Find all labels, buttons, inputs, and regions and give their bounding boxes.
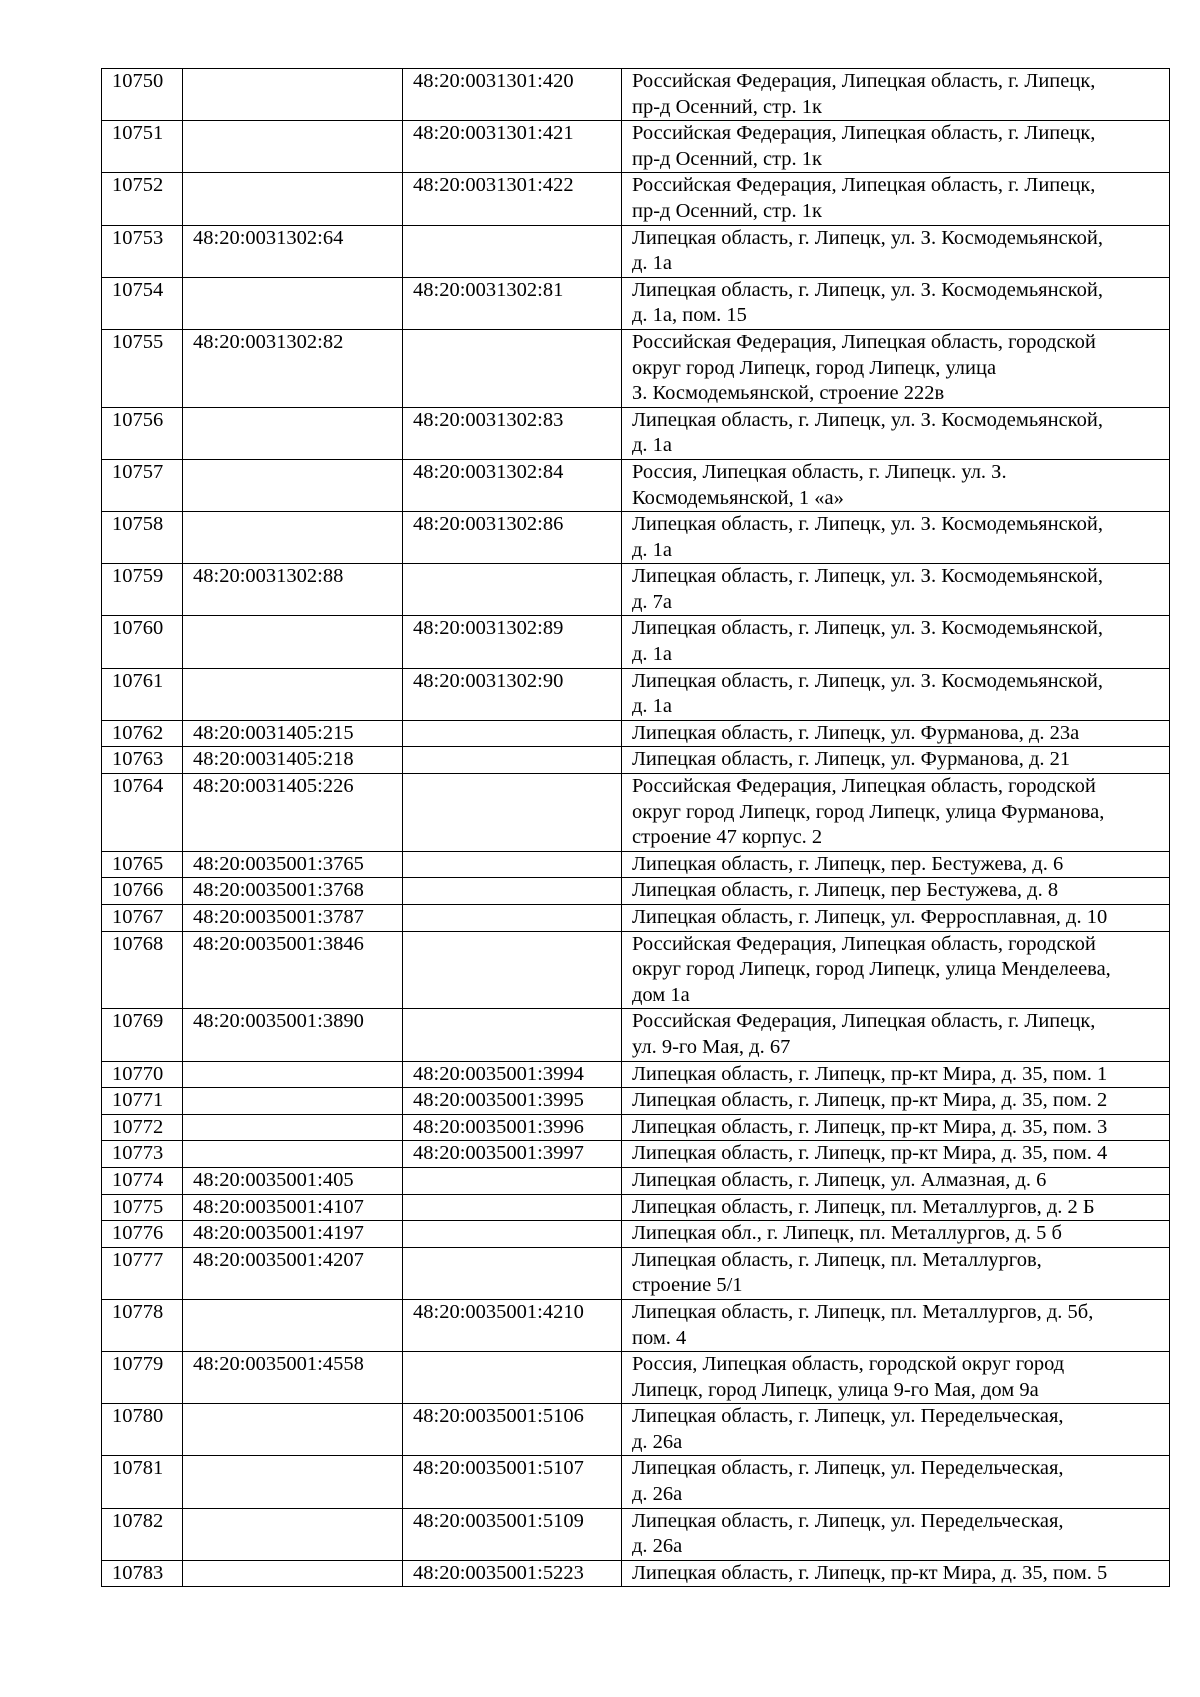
table-row <box>102 1141 1170 1168</box>
address-cell <box>622 173 1170 225</box>
address-line: Липецкая область, г. Липецк, пр-кт Мира, д. 35, пом. 3 <box>632 1115 1108 1138</box>
address-line: Липецкая область, г. Липецк, пер. Бестужева, д. 6 <box>632 852 1064 875</box>
address-cell <box>622 69 1170 121</box>
address-line: Липецкая область, г. Липецк, ул. Передельческая, <box>632 1405 1064 1428</box>
address-cell <box>622 329 1170 407</box>
object-cadastral-number-cell: 48:20:0035001:3995 <box>403 1088 622 1115</box>
row-number-cell: 10783 <box>102 1560 183 1587</box>
object-cadastral-number-cell: 48:20:0035001:3996 <box>403 1114 622 1141</box>
object-cadastral-number-cell: 48:20:0035001:4210 <box>403 1299 622 1351</box>
table-row <box>102 459 1170 511</box>
object-cadastral-number-cell: 48:20:0031301:421 <box>403 121 622 173</box>
address-cell <box>622 1508 1170 1560</box>
address-line: д. 1а <box>632 538 673 561</box>
land-cadastral-number-cell <box>183 1299 403 1351</box>
address-line: Липецкая область, г. Липецк, ул. З. Космодемьянской, <box>632 408 1103 431</box>
address-line: строение 5/1 <box>632 1274 743 1297</box>
land-cadastral-number-cell: 48:20:0031302:64 <box>183 225 403 277</box>
address-line: Липецкая область, г. Липецк, ул. З. Космодемьянской, <box>632 226 1103 249</box>
land-cadastral-number-cell <box>183 1114 403 1141</box>
row-number-cell: 10758 <box>102 512 183 564</box>
row-number-cell: 10773 <box>102 1141 183 1168</box>
object-cadastral-number-cell <box>403 720 622 747</box>
address-line: Липецкая область, г. Липецк, пл. Металлургов, <box>632 1248 1042 1271</box>
address-cell <box>622 459 1170 511</box>
object-cadastral-number-cell <box>403 1247 622 1299</box>
table-row <box>102 1247 1170 1299</box>
address-line: Липецкая область, г. Липецк, пл. Металлургов, д. 5б, <box>632 1300 1094 1323</box>
address-line: д. 26а <box>632 1535 683 1558</box>
land-cadastral-number-cell: 48:20:0035001:3890 <box>183 1009 403 1061</box>
row-number-cell: 10756 <box>102 407 183 459</box>
object-cadastral-number-cell <box>403 1009 622 1061</box>
land-cadastral-number-cell: 48:20:0035001:4207 <box>183 1247 403 1299</box>
address-line: пр-д Осенний, стр. 1к <box>632 95 823 118</box>
address-cell <box>622 225 1170 277</box>
address-line: пр-д Осенний, стр. 1к <box>632 199 823 222</box>
row-number-cell: 10765 <box>102 851 183 878</box>
address-line: Липецкая область, г. Липецк, ул. Ферросплавная, д. 10 <box>632 906 1108 928</box>
address-line: д. 1а <box>632 434 673 457</box>
table-row <box>102 774 1170 852</box>
table-row <box>102 878 1170 905</box>
table-row <box>102 1114 1170 1141</box>
object-cadastral-number-cell: 48:20:0031302:89 <box>403 616 622 668</box>
land-cadastral-number-cell <box>183 512 403 564</box>
land-cadastral-number-cell: 48:20:0031405:218 <box>183 747 403 774</box>
land-cadastral-number-cell: 48:20:0035001:3846 <box>183 931 403 1009</box>
address-line: д. 1а <box>632 695 673 718</box>
land-cadastral-number-cell: 48:20:0035001:3768 <box>183 878 403 905</box>
address-line: Липецкая область, г. Липецк, ул. Алмазная, д. 6 <box>632 1168 1047 1191</box>
land-cadastral-number-cell <box>183 1508 403 1560</box>
object-cadastral-number-cell <box>403 564 622 616</box>
registry-table-body <box>102 69 1170 1587</box>
row-number-cell: 10760 <box>102 616 183 668</box>
object-cadastral-number-cell <box>403 1221 622 1248</box>
object-cadastral-number-cell: 48:20:0031301:420 <box>403 69 622 121</box>
row-number-cell: 10757 <box>102 459 183 511</box>
address-cell <box>622 1194 1170 1221</box>
address-line: Липецкая область, г. Липецк, ул. Фурманова, д. 21 <box>632 748 1071 771</box>
address-line: Россия, Липецкая область, городской округ город <box>632 1353 1065 1376</box>
land-cadastral-number-cell <box>183 1560 403 1587</box>
address-line: Российская Федерация, Липецкая область, г. Липецк, <box>632 1010 1096 1033</box>
table-row <box>102 225 1170 277</box>
object-cadastral-number-cell: 48:20:0035001:5223 <box>403 1560 622 1587</box>
address-cell <box>622 1221 1170 1248</box>
table-row <box>102 1194 1170 1221</box>
object-cadastral-number-cell <box>403 878 622 905</box>
object-cadastral-number-cell <box>403 905 622 932</box>
land-cadastral-number-cell <box>183 1061 403 1088</box>
row-number-cell: 10778 <box>102 1299 183 1351</box>
address-cell <box>622 878 1170 905</box>
address-cell <box>622 1167 1170 1194</box>
address-line: Липецкая область, г. Липецк, пер Бестужева, д. 8 <box>632 879 1059 902</box>
object-cadastral-number-cell <box>403 225 622 277</box>
table-row <box>102 1404 1170 1456</box>
address-line: строение 47 корпус. 2 <box>632 826 823 849</box>
land-cadastral-number-cell <box>183 616 403 668</box>
object-cadastral-number-cell: 48:20:0031302:83 <box>403 407 622 459</box>
table-row <box>102 564 1170 616</box>
land-cadastral-number-cell <box>183 1404 403 1456</box>
row-number-cell: 10782 <box>102 1508 183 1560</box>
address-cell <box>622 512 1170 564</box>
address-line: Липецкая область, г. Липецк, ул. З. Космодемьянской, <box>632 669 1103 692</box>
address-cell <box>622 1088 1170 1115</box>
address-line: Липецк, город Липецк, улица 9-го Мая, дом 9а <box>632 1378 1039 1401</box>
address-line: Российская Федерация, Липецкая область, г. Липецк, <box>632 70 1096 92</box>
address-cell <box>622 1061 1170 1088</box>
object-cadastral-number-cell: 48:20:0035001:3994 <box>403 1061 622 1088</box>
address-cell <box>622 1247 1170 1299</box>
address-line: Россия, Липецкая область, г. Липецк. ул. З. <box>632 460 1007 483</box>
land-cadastral-number-cell <box>183 1456 403 1508</box>
table-row <box>102 747 1170 774</box>
table-row <box>102 277 1170 329</box>
row-number-cell: 10772 <box>102 1114 183 1141</box>
table-row <box>102 407 1170 459</box>
address-cell <box>622 668 1170 720</box>
address-cell <box>622 851 1170 878</box>
object-cadastral-number-cell <box>403 747 622 774</box>
address-line: пр-д Осенний, стр. 1к <box>632 147 823 170</box>
land-cadastral-number-cell <box>183 668 403 720</box>
address-line: Липецкая область, г. Липецк, ул. Фурманова, д. 23а <box>632 721 1080 744</box>
row-number-cell: 10762 <box>102 720 183 747</box>
object-cadastral-number-cell <box>403 329 622 407</box>
object-cadastral-number-cell <box>403 851 622 878</box>
object-cadastral-number-cell: 48:20:0035001:5106 <box>403 1404 622 1456</box>
address-cell <box>622 774 1170 852</box>
land-cadastral-number-cell: 48:20:0035001:3765 <box>183 851 403 878</box>
object-cadastral-number-cell <box>403 1352 622 1404</box>
table-row <box>102 851 1170 878</box>
address-line: д. 1а <box>632 643 673 666</box>
row-number-cell: 10771 <box>102 1088 183 1115</box>
row-number-cell: 10764 <box>102 774 183 852</box>
object-cadastral-number-cell <box>403 931 622 1009</box>
table-row <box>102 512 1170 564</box>
row-number-cell: 10777 <box>102 1247 183 1299</box>
address-line: Липецкая область, г. Липецк, ул. З. Космодемьянской, <box>632 565 1103 588</box>
address-line: Липецкая область, г. Липецк, пр-кт Мира, д. 35, пом. 5 <box>632 1561 1108 1584</box>
address-line: Липецкая область, г. Липецк, ул. З. Космодемьянской, <box>632 513 1103 536</box>
land-cadastral-number-cell <box>183 121 403 173</box>
object-cadastral-number-cell: 48:20:0031302:81 <box>403 277 622 329</box>
table-row <box>102 329 1170 407</box>
table-row <box>102 1009 1170 1061</box>
address-line: ул. 9-го Мая, д. 67 <box>632 1035 791 1058</box>
address-line: Липецкая область, г. Липецк, ул. З. Космодемьянской, <box>632 617 1103 640</box>
object-cadastral-number-cell: 48:20:0035001:5109 <box>403 1508 622 1560</box>
address-line: дом 1а <box>632 983 690 1006</box>
address-line: Липецкая область, г. Липецк, ул. Передельческая, <box>632 1509 1064 1532</box>
address-line: Липецкая область, г. Липецк, пр-кт Мира, д. 35, пом. 4 <box>632 1142 1108 1165</box>
address-line: Российская Федерация, Липецкая область, городской <box>632 932 1096 955</box>
table-row <box>102 1456 1170 1508</box>
table-row <box>102 668 1170 720</box>
address-line: Космодемьянской, 1 «а» <box>632 486 844 509</box>
address-cell <box>622 931 1170 1009</box>
table-row <box>102 1352 1170 1404</box>
land-cadastral-number-cell <box>183 1088 403 1115</box>
address-line: округ город Липецк, город Липецк, улица <box>632 356 997 379</box>
address-line: Липецкая область, г. Липецк, ул. З. Космодемьянской, <box>632 278 1103 301</box>
land-cadastral-number-cell: 48:20:0031405:215 <box>183 720 403 747</box>
row-number-cell: 10754 <box>102 277 183 329</box>
address-line: пом. 4 <box>632 1326 687 1349</box>
row-number-cell: 10755 <box>102 329 183 407</box>
object-cadastral-number-cell: 48:20:0031301:422 <box>403 173 622 225</box>
row-number-cell: 10751 <box>102 121 183 173</box>
address-line: д. 26а <box>632 1483 683 1506</box>
land-cadastral-number-cell <box>183 69 403 121</box>
address-line: д. 1а, пом. 15 <box>632 304 747 327</box>
row-number-cell: 10759 <box>102 564 183 616</box>
row-number-cell: 10761 <box>102 668 183 720</box>
land-cadastral-number-cell <box>183 407 403 459</box>
address-line: Российская Федерация, Липецкая область, г. Липецк, <box>632 122 1096 145</box>
address-line: Липецкая область, г. Липецк, пр-кт Мира, д. 35, пом. 1 <box>632 1062 1108 1085</box>
table-row <box>102 1061 1170 1088</box>
row-number-cell: 10750 <box>102 69 183 121</box>
table-row <box>102 1088 1170 1115</box>
object-cadastral-number-cell: 48:20:0035001:3997 <box>403 1141 622 1168</box>
address-line: Липецкая область, г. Липецк, ул. Передельческая, <box>632 1457 1064 1480</box>
object-cadastral-number-cell <box>403 1194 622 1221</box>
row-number-cell: 10780 <box>102 1404 183 1456</box>
land-cadastral-number-cell: 48:20:0035001:4107 <box>183 1194 403 1221</box>
row-number-cell: 10774 <box>102 1167 183 1194</box>
address-cell <box>622 905 1170 932</box>
row-number-cell: 10767 <box>102 905 183 932</box>
row-number-cell: 10775 <box>102 1194 183 1221</box>
address-cell <box>622 1456 1170 1508</box>
table-row <box>102 1299 1170 1351</box>
land-cadastral-number-cell: 48:20:0035001:3787 <box>183 905 403 932</box>
address-cell <box>622 1009 1170 1061</box>
table-row <box>102 69 1170 121</box>
land-cadastral-number-cell: 48:20:0031405:226 <box>183 774 403 852</box>
row-number-cell: 10752 <box>102 173 183 225</box>
address-cell <box>622 1352 1170 1404</box>
address-cell <box>622 616 1170 668</box>
object-cadastral-number-cell: 48:20:0031302:86 <box>403 512 622 564</box>
table-row <box>102 1508 1170 1560</box>
table-row <box>102 1167 1170 1194</box>
land-cadastral-number-cell: 48:20:0035001:4197 <box>183 1221 403 1248</box>
object-cadastral-number-cell <box>403 774 622 852</box>
row-number-cell: 10781 <box>102 1456 183 1508</box>
address-line: Липецкая обл., г. Липецк, пл. Металлургов, д. 5 б <box>632 1222 1062 1245</box>
address-cell <box>622 1560 1170 1587</box>
address-cell <box>622 720 1170 747</box>
address-line: Липецкая область, г. Липецк, пр-кт Мира, д. 35, пом. 2 <box>632 1089 1108 1112</box>
row-number-cell: 10779 <box>102 1352 183 1404</box>
row-number-cell: 10766 <box>102 878 183 905</box>
land-cadastral-number-cell: 48:20:0035001:405 <box>183 1167 403 1194</box>
land-cadastral-number-cell <box>183 173 403 225</box>
address-line: д. 26а <box>632 1430 683 1453</box>
address-line: Российская Федерация, Липецкая область, г. Липецк, <box>632 174 1096 197</box>
address-cell <box>622 1404 1170 1456</box>
row-number-cell: 10768 <box>102 931 183 1009</box>
address-line: Российская Федерация, Липецкая область, городской <box>632 330 1096 353</box>
object-cadastral-number-cell <box>403 1167 622 1194</box>
table-row <box>102 905 1170 932</box>
address-line: Российская Федерация, Липецкая область, городской <box>632 775 1096 798</box>
row-number-cell: 10763 <box>102 747 183 774</box>
address-line: д. 1а <box>632 252 673 275</box>
land-cadastral-number-cell <box>183 459 403 511</box>
object-cadastral-number-cell: 48:20:0031302:90 <box>403 668 622 720</box>
table-row <box>102 1221 1170 1248</box>
cadastral-registry-table <box>101 68 1170 1587</box>
object-cadastral-number-cell: 48:20:0031302:84 <box>403 459 622 511</box>
document-page <box>101 68 1169 1587</box>
address-cell <box>622 1141 1170 1168</box>
land-cadastral-number-cell: 48:20:0031302:82 <box>183 329 403 407</box>
row-number-cell: 10769 <box>102 1009 183 1061</box>
row-number-cell: 10770 <box>102 1061 183 1088</box>
address-cell <box>622 407 1170 459</box>
address-cell <box>622 1114 1170 1141</box>
land-cadastral-number-cell: 48:20:0031302:88 <box>183 564 403 616</box>
table-row <box>102 173 1170 225</box>
row-number-cell: 10753 <box>102 225 183 277</box>
address-cell <box>622 1299 1170 1351</box>
table-row <box>102 931 1170 1009</box>
object-cadastral-number-cell: 48:20:0035001:5107 <box>403 1456 622 1508</box>
land-cadastral-number-cell: 48:20:0035001:4558 <box>183 1352 403 1404</box>
address-cell <box>622 747 1170 774</box>
table-row <box>102 616 1170 668</box>
table-row <box>102 720 1170 747</box>
address-line: Липецкая область, г. Липецк, пл. Металлургов, д. 2 Б <box>632 1195 1095 1218</box>
address-line: округ город Липецк, город Липецк, улица Фурманова, <box>632 800 1105 823</box>
address-cell <box>622 277 1170 329</box>
address-cell <box>622 121 1170 173</box>
address-line: З. Космодемьянской, строение 222в <box>632 382 945 405</box>
address-line: округ город Липецк, город Липецк, улица Менделеева, <box>632 958 1111 981</box>
address-line: д. 7а <box>632 590 673 613</box>
land-cadastral-number-cell <box>183 277 403 329</box>
row-number-cell: 10776 <box>102 1221 183 1248</box>
address-cell <box>622 564 1170 616</box>
table-row <box>102 1560 1170 1587</box>
table-row <box>102 121 1170 173</box>
land-cadastral-number-cell <box>183 1141 403 1168</box>
